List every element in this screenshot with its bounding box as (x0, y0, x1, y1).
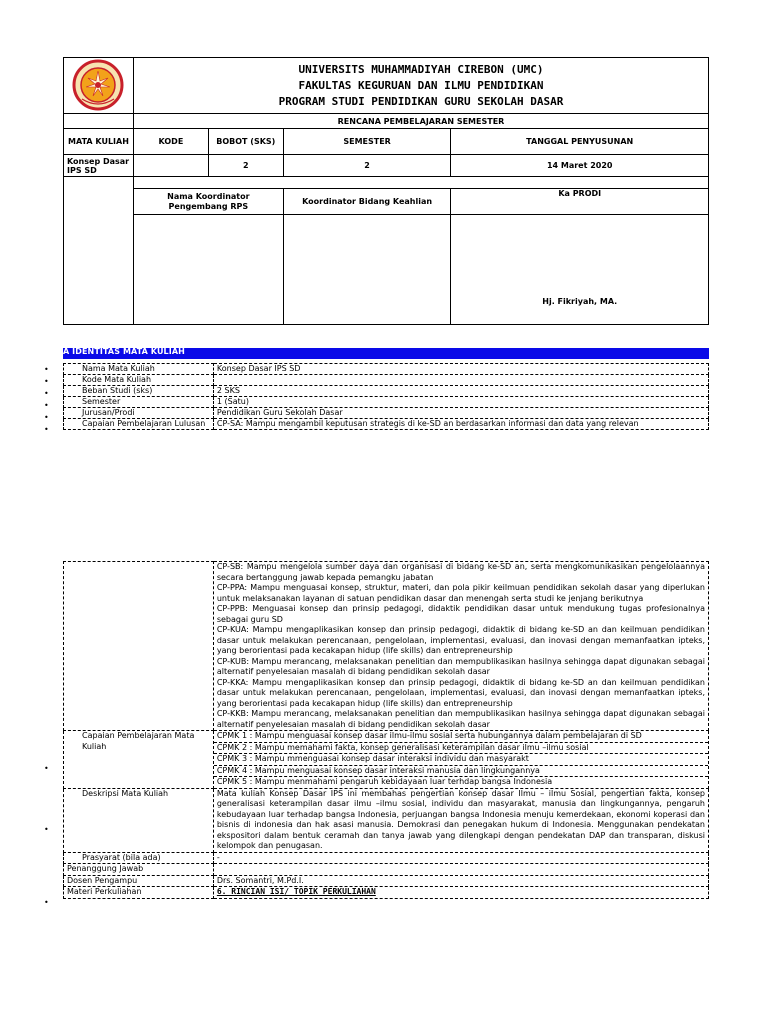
cpmk-item: CPMK 5 : Mampu menmahami pengaruh kebidayaan luar terhdap bangsa Indonesia (216, 777, 553, 786)
col-tanggal: TANGGAL PENYUSUNAN (451, 129, 709, 155)
sign-cell-bidang (283, 215, 451, 325)
identity-row (64, 386, 709, 397)
identity-value: 1 (Satu) (213, 397, 708, 408)
materi-value: 6. RINCIAN ISI/ TOPIK PERKULIAHAN (213, 887, 708, 899)
identity-row (64, 375, 709, 386)
identity-value: CP-SA: Mampu mengambil keputusan strategis di ke-SD an berdasarkan informasi dan data yang relevan (213, 419, 708, 430)
cpmk-label: Capaian Pembelajaran Mata Kuliah (64, 731, 214, 789)
penanggung-row (64, 864, 709, 876)
prasyarat-value: - (213, 852, 708, 864)
col-bobot: BOBOT (SKS) (208, 129, 283, 155)
identity-row (64, 408, 709, 419)
course-detail-table (63, 561, 709, 899)
deskripsi-text: Mata kuliah Konsep Dasar IPS ini membahas pengertian konsep dasar Ilmu – ilmu Sosial, pengertian fakta, konsep generalisasi keterampilan dasar ilmu –ilmu sosial, individu dan masyarakat, manusia dan lingkungannya, pengaruh kebudayaan luar terhadap bangsa Indonesia, perjuangan bangsa Indonesia menuju kemerdekaan, ekonomi koperasi dan bisnis di indonesia dan hak asasi manusia. Demokrasi dan penegakan hukum di Indonesia. Menggunakan pendekatan ekspositori dalam bentuk ceramah dan tanya jawab yang dilengkapi dengan pendekatan DAP dan transparan, diskusi kelompok dan penugasan. (213, 788, 708, 852)
bullet-icon: • (44, 764, 49, 773)
cpmk-item: CPMK 2 : Mampu memahami fakta, konsep generalisasi keterampilan dasar ilmu –ilmu sosial (214, 743, 708, 755)
section-a-title: A IDENTITAS MATA KULIAH (63, 347, 185, 356)
faculty-name: FAKULTAS KEGURUAN DAN ILMU PENDIDIKAN (298, 78, 544, 92)
sign-header-koordinator-pengembang: Nama Koordinator Pengembang RPS (133, 189, 283, 215)
cp-item: CP-KUA: Mampu mengaplikasikan konsep dan prinsip pedagogi, didaktik di bidang ke-SD an dan keilmuan pendidikan dasar untuk melakukan perencanaan, pengelolaan, implementasi, evaluasi, dan inovasi dengan memanfaatkan ipteks, yang berorientasi pada kecakapan hidup (life skills) dan entrepreneurship (216, 625, 705, 655)
cp-item: CP-KKA: Mampu mengaplikasikan konsep dan prinsip pedagogi, didaktik di bidang ke-SD an dan keilmuan pendidikan dasar untuk melakukan perencanaan, pengelolaan, implementasi, evaluasi, dan inovasi dengan memanfaatkan ipteks, yang berorientasi pada kecakapan hidup (life skills) dan entrepreneurship (216, 677, 705, 708)
course-semester: 2 (283, 155, 451, 177)
identity-row (64, 419, 709, 430)
dosen-label: Dosen Pengampu (64, 875, 214, 887)
cp-item: CP-SB: Mampu mengelola sumber daya dan organisasi di bidang ke-SD an, serta mengkomunikasikan pengelolaannya secara bertanggung jawab kepada pemangku jabatan (216, 562, 705, 582)
cpmk-list (213, 731, 708, 789)
university-logo (68, 59, 128, 111)
course-date: 14 Maret 2020 (451, 155, 709, 177)
bullet-icon: • (44, 825, 49, 834)
materi-row (64, 887, 709, 899)
col-mata-kuliah: MATA KULIAH (64, 129, 134, 155)
identity-label: Beban Studi (sks) (64, 386, 214, 397)
logo-cell (64, 58, 134, 114)
cp-item: CP-PPA: Mampu menguasai konsep, struktur, materi, dan pola pikir keilmuan pendidikan sekolah dasar yang diperlukan untuk melaksanakan layanan di satuan pendidikan dasar dan menengah serta studi ke jenjang berikutnya (216, 583, 705, 603)
penanggung-value (213, 864, 708, 876)
bullet-icon: • (44, 401, 49, 410)
rps-title: RENCANA PEMBELAJARAN SEMESTER (133, 114, 708, 129)
materi-label: Materi Perkuliahan (64, 887, 214, 899)
institution-block (133, 58, 708, 114)
identity-row (64, 364, 709, 375)
cp-item: CP-PPB: Menguasai konsep dan prinsip pedagogi, didaktik pendidikan dasar untuk mendukung tugas profesionalnya sebagai guru SD (216, 604, 705, 624)
dosen-row (64, 875, 709, 887)
cpmk-item: CPMK 3 : Mampu mmenguasai konsep dasar interaksi individu dan masyarakt (214, 754, 708, 766)
identity-value: Pendidikan Guru Sekolah Dasar (213, 408, 708, 419)
prasyarat-label: Prasyarat (bila ada) (64, 852, 214, 864)
course-bobot: 2 (208, 155, 283, 177)
identity-label: Kode Mata Kuliah (64, 375, 214, 386)
sign-header-koordinator-bidang: Koordinator Bidang Keahlian (283, 189, 451, 215)
bullet-icon: • (44, 413, 49, 422)
identity-label: Semester (64, 397, 214, 408)
deskripsi-label: Deskripsi Mata Kuliah (64, 788, 214, 852)
bullet-icon: • (44, 377, 49, 386)
identity-value: 2 SKS (213, 386, 708, 397)
course-name: Konsep Dasar IPS SD (64, 155, 134, 177)
bullet-icon: • (44, 389, 49, 398)
program-name: PROGRAM STUDI PENDIDIKAN GURU SEKOLAH DASAR (278, 94, 564, 108)
ka-prodi-name: Hj. Fikriyah, MA. (451, 215, 709, 325)
cpmk-item: CPMK 4 : Mampu menguasai konsep dasar interaksi manusia dan lingkungannya (214, 766, 708, 778)
university-name: UNIVERSITS MUHAMMADIYAH CIREBON (UMC) (298, 62, 544, 76)
identity-value: Konsep Dasar IPS SD (213, 364, 708, 375)
identity-label: Capaian Pembelajaran Lulusan (64, 419, 214, 430)
course-code (133, 155, 208, 177)
col-semester: SEMESTER (283, 129, 451, 155)
cpmk-item: CPMK 1 : Mampu menguasai konsep dasar ilmu-ilmu sosial serta hubungannya dalam pembelajaran di SD (214, 731, 708, 743)
cp-item: CP-KKB: Mampu merancang, melaksanakan penelitian dan mempublikasikan hasilnya sehingga dapat digunakan sebagai alternatif penyelesaian masalah di bidang pendidikan sekolah dasar (216, 709, 705, 729)
cp-item: CP-KUB: Mampu merancang, melaksanakan penelitian dan mempublikasikan hasilnya sehingga dapat digunakan sebagai alternatif penyelesaian masalah di bidang pendidikan sekolah dasar (216, 656, 705, 676)
col-kode: KODE (133, 129, 208, 155)
bullet-icon: • (44, 898, 49, 907)
cp-list (213, 562, 708, 731)
identity-label: Jurusan/Prodi (64, 408, 214, 419)
identity-table (63, 363, 709, 430)
section-a-header (63, 348, 709, 359)
deskripsi-row (64, 788, 709, 852)
identity-value (213, 375, 708, 386)
identity-label: Nama Mata Kuliah (64, 364, 214, 375)
prasyarat-row (64, 852, 709, 864)
sign-cell-pengembang (133, 215, 283, 325)
dosen-value: Drs. Somantri, M.Pd.I. (213, 875, 708, 887)
rps-header-table (63, 57, 709, 325)
sign-header-ka-prodi: Ka PRODI (451, 189, 709, 215)
bullet-icon: • (44, 425, 49, 434)
identity-row (64, 397, 709, 408)
bullet-icon: • (44, 365, 49, 374)
cp-continued-row (64, 562, 709, 731)
cpmk-row (64, 731, 709, 789)
penanggung-label: Penanggung Jawab (64, 864, 214, 876)
